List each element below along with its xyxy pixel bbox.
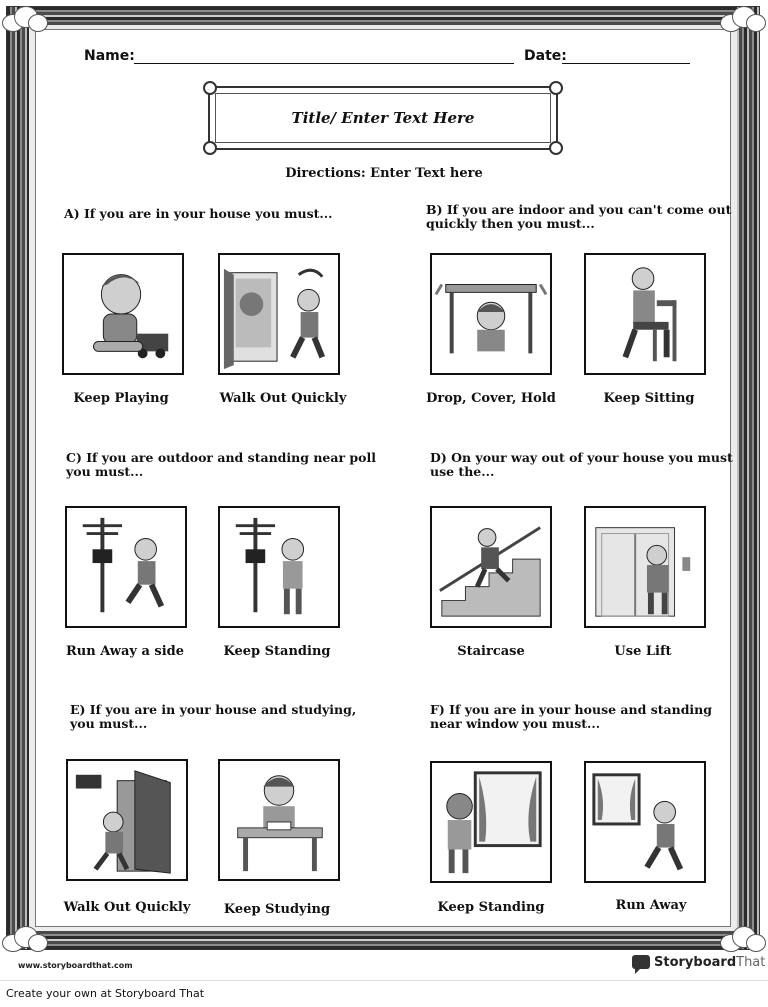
boy-sitting-chair-icon[interactable]: [584, 253, 706, 375]
boy-standing-near-pole-icon[interactable]: [218, 506, 340, 628]
boy-playing-toy-train-icon[interactable]: [62, 253, 184, 375]
site-url[interactable]: www.storyboardthat.com: [18, 961, 133, 970]
option-caption: Drop, Cover, Hold: [426, 391, 556, 406]
option-caption: Walk Out Quickly: [63, 900, 191, 915]
date-field-line[interactable]: [562, 63, 690, 64]
storyboardthat-logo[interactable]: Storyboard That: [632, 951, 765, 973]
question-c: C) If you are outdoor and standing near poll you must...: [66, 450, 376, 479]
border-stripe-bottom: [7, 931, 759, 949]
cloud-corner-icon: [720, 924, 764, 954]
option-caption: Keep Standing: [437, 900, 545, 915]
option-caption: Walk Out Quickly: [219, 391, 347, 406]
cloud-corner-icon: [720, 4, 764, 34]
option-caption: Run Away: [615, 898, 687, 913]
title-text: Title/ Enter Text Here: [215, 93, 551, 143]
boy-studying-desk-icon[interactable]: [218, 759, 340, 881]
man-on-staircase-icon[interactable]: [430, 506, 552, 628]
name-label: Name:: [84, 48, 135, 64]
cloud-corner-icon: [2, 4, 46, 34]
title-box[interactable]: [208, 86, 558, 150]
create-banner[interactable]: [0, 980, 768, 1007]
boy-running-from-window-icon[interactable]: [584, 761, 706, 883]
question-f: F) If you are in your house and standing near window you must...: [430, 702, 713, 731]
boy-running-out-door-icon[interactable]: [218, 253, 340, 375]
create-text: Create your own at Storyboard That: [6, 987, 205, 1000]
option-caption: Keep Studying: [223, 902, 331, 917]
boy-exit-door-icon[interactable]: [66, 759, 188, 881]
question-e: E) If you are in your house and studying, you must...: [70, 702, 357, 731]
option-caption: Keep Playing: [73, 391, 169, 406]
question-b: B) If you are indoor and you can't come out quickly then you must...: [426, 202, 732, 231]
question-a: A) If you are in your house you must...: [64, 206, 333, 221]
border-stripe-right: [737, 7, 759, 949]
cloud-corner-icon: [2, 924, 46, 954]
question-d: D) On your way out of your house you must use the...: [430, 450, 733, 479]
option-caption: Use Lift: [614, 644, 672, 659]
option-caption: Keep Sitting: [603, 391, 695, 406]
boy-under-table-icon[interactable]: [430, 253, 552, 375]
border-stripe-top: [7, 7, 759, 25]
option-caption: Run Away a side: [65, 644, 185, 659]
boy-at-lift-icon[interactable]: [584, 506, 706, 628]
option-caption: Staircase: [457, 644, 525, 659]
name-field-line[interactable]: [134, 63, 514, 64]
girl-at-window-icon[interactable]: [430, 761, 552, 883]
border-stripe-left: [7, 7, 29, 949]
date-label: Date:: [524, 48, 567, 64]
speech-bubble-icon: [632, 955, 650, 969]
option-caption: Keep Standing: [223, 644, 331, 659]
directions-text[interactable]: Directions: Enter Text here: [285, 166, 483, 181]
boy-running-from-pole-icon[interactable]: [65, 506, 187, 628]
